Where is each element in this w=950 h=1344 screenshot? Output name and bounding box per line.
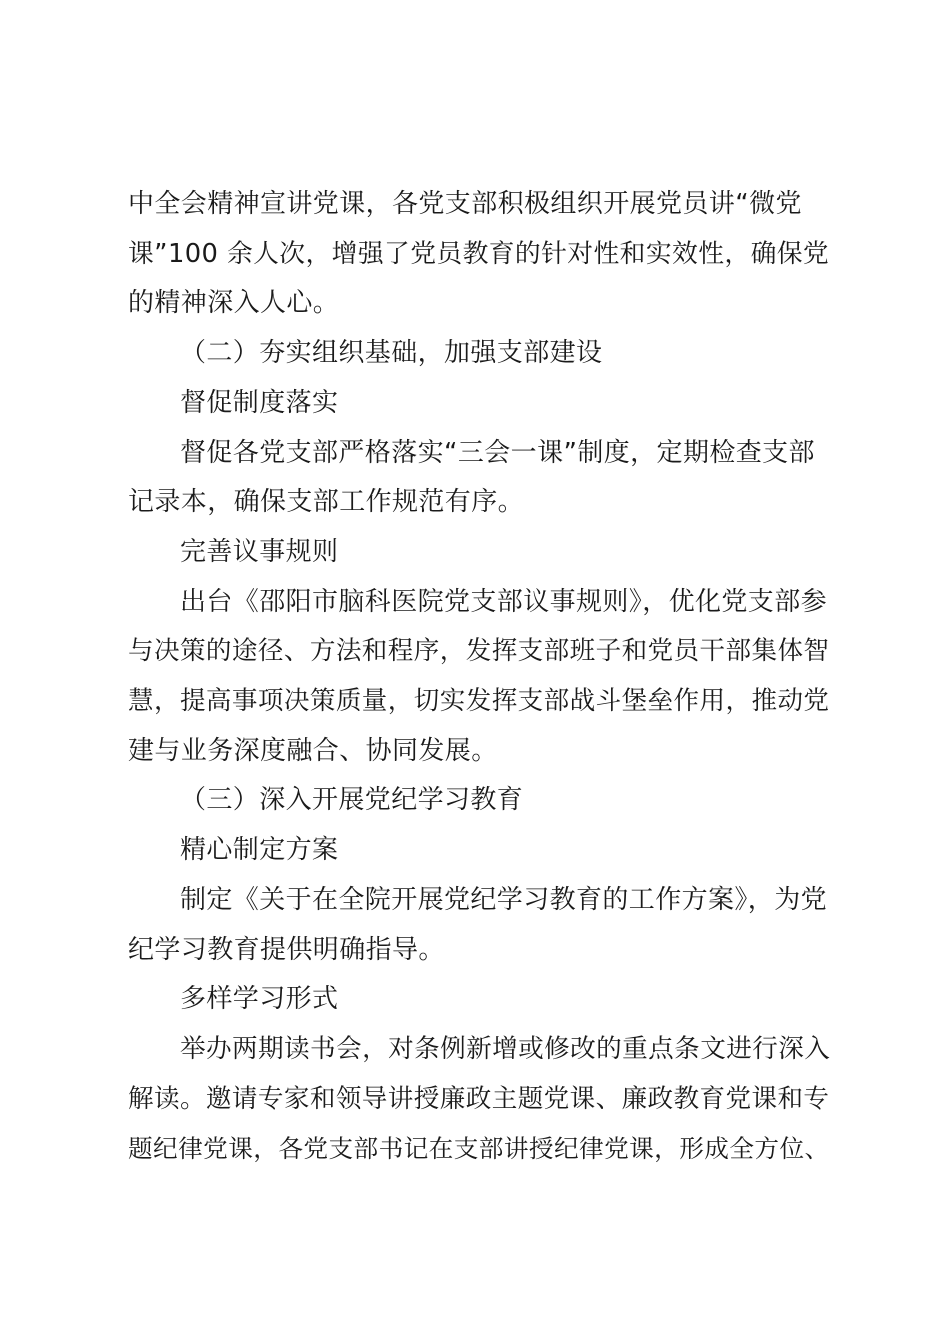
text-line: 举办两期读书会，对条例新增或修改的重点条文进行深入 — [180, 1033, 831, 1064]
section-heading-3: （三）深入开展党纪学习教育 — [180, 785, 524, 816]
text-line: 中全会精神宣讲党课，各党支部积极组织开展党员讲“微党 — [128, 189, 802, 219]
paragraph-system-implementation — [128, 429, 833, 528]
text-line: 题纪律党课，各党支部书记在支部讲授纪律党课，形成全方位、 — [128, 1134, 830, 1164]
text-line: 记录本，确保支部工作规范有序。 — [128, 487, 525, 518]
paragraph-rules-of-procedure — [128, 578, 833, 777]
subheading-learning-forms: 多样学习形式 — [180, 984, 339, 1015]
text-line: 出台《邵阳市脑科医院党支部议事规则》，优化党支部参 — [180, 586, 828, 617]
text-line: 的精神深入人心。 — [128, 288, 340, 319]
text-line: 与决策的途径、方法和程序，发挥支部班子和党员干部集体智 — [128, 636, 830, 667]
text-line: 慧，提高事项决策质量，切实发挥支部战斗堡垒作用，推动党 — [128, 686, 830, 717]
text-line: 纪学习教育提供明确指导。 — [128, 934, 445, 965]
paragraph-learning-forms — [128, 1025, 833, 1174]
paragraph-party-lectures — [128, 180, 833, 329]
subheading-rules-of-procedure: 完善议事规则 — [180, 536, 339, 567]
document-body — [128, 180, 833, 1174]
text-line: 建与业务深度融合、协同发展。 — [128, 735, 498, 766]
paragraph-formulate-plan — [128, 876, 833, 975]
subheading-formulate-plan: 精心制定方案 — [180, 835, 339, 866]
text-line: 制定《关于在全院开展党纪学习教育的工作方案》，为党 — [180, 884, 828, 915]
section-heading-2: （二）夯实组织基础，加强支部建设 — [180, 338, 603, 369]
text-line: 解读。邀请专家和领导讲授廉政主题党课、廉政教育党课和专 — [128, 1083, 830, 1114]
text-line: 课”100 余人次，增强了党员教育的针对性和实效性，确保党 — [128, 238, 830, 269]
text-line: 督促各党支部严格落实“三会一课”制度，定期检查支部 — [180, 437, 815, 468]
subheading-system-implementation: 督促制度落实 — [180, 387, 339, 418]
